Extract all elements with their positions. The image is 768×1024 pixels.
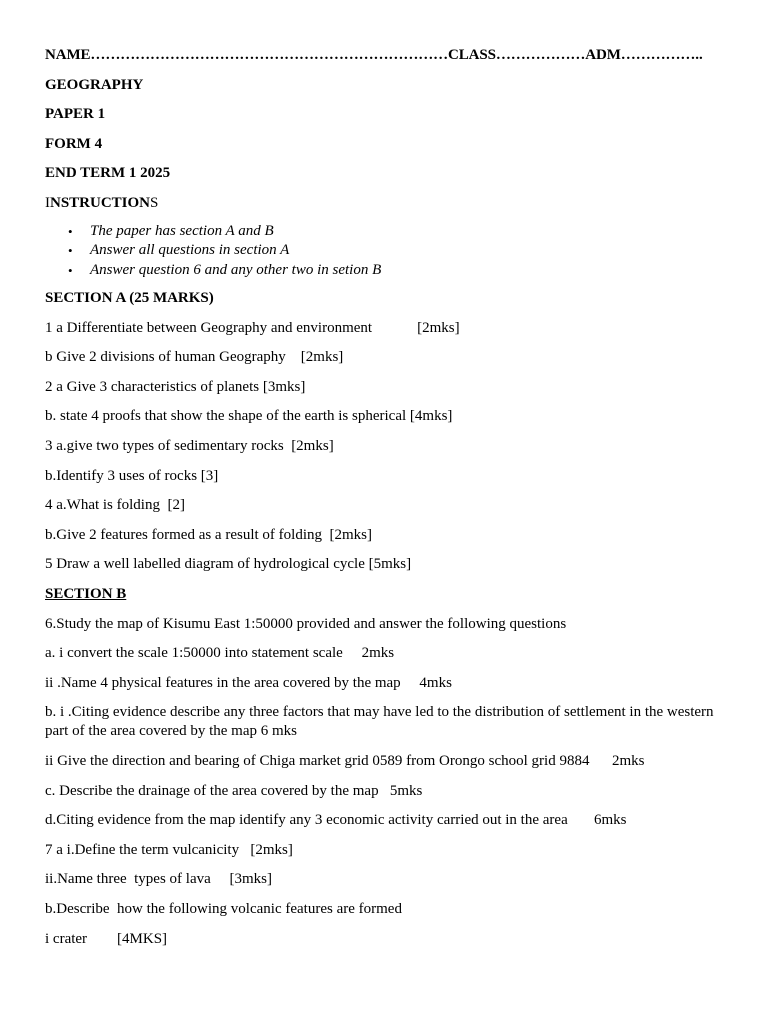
question-line: b.Identify 3 uses of rocks [3]: [45, 467, 219, 484]
question-line: 7 a i.Define the term vulcanicity [2mks]: [45, 841, 293, 858]
exam-page: [45, 46, 735, 959]
question-line: b.Describe how the following volcanic features are formed: [45, 900, 402, 917]
question-line: ii.Name three types of lava [3mks]: [45, 871, 273, 888]
form-title: FORM 4: [45, 135, 103, 152]
question-line: 5 Draw a well labelled diagram of hydrological cycle [5mks]: [45, 556, 412, 573]
name-class-adm-line: NAME………………………………………………………………CLASS………………ADM……………..: [45, 47, 703, 63]
instructions-heading-first: I: [45, 194, 50, 211]
instruction-text: The paper has section A and B: [90, 222, 274, 239]
question-line: 6.Study the map of Kisumu East 1:50000 provided and answer the following questions: [45, 615, 567, 632]
term-title: END TERM 1 2025: [45, 165, 171, 182]
instructions-list: [45, 222, 735, 281]
question-line: 2 a Give 3 characteristics of planets [3mks]: [45, 378, 306, 395]
question-line: 4 a.What is folding [2]: [45, 497, 185, 514]
section-a-title: SECTION A (25 MARKS): [45, 290, 214, 307]
question-line: b Give 2 divisions of human Geography [2mks]: [45, 349, 344, 366]
section-b-title: SECTION B: [45, 586, 127, 602]
question-line: a. i convert the scale 1:50000 into statement scale 2mks: [45, 645, 395, 662]
question-line: 3 a.give two types of sedimentary rocks [2mks]: [45, 438, 334, 455]
instructions-heading-mid: NSTRUCTION: [50, 194, 151, 211]
bullet-icon: •: [68, 223, 73, 239]
bullet-icon: •: [68, 243, 73, 259]
question-line: i crater [4MKS]: [45, 930, 168, 947]
question-line: 1 a Differentiate between Geography and environment [2mks]: [45, 319, 460, 336]
question-line: c. Describe the drainage of the area covered by the map 5mks: [45, 782, 423, 799]
instructions-heading: [45, 194, 735, 213]
question-line: b. i .Citing evidence describe any three factors that may have led to the distribution of settlement in the western part of the area covered by the map 6 mks: [45, 704, 714, 740]
paper-title: PAPER 1: [45, 106, 106, 123]
instructions-heading-last: S: [150, 194, 159, 211]
instruction-item: [45, 241, 735, 261]
question-line: d.Citing evidence from the map identify any 3 economic activity carried out in the area 6mks: [45, 812, 627, 829]
question-line: b.Give 2 features formed as a result of folding [2mks]: [45, 526, 372, 543]
instruction-item: [45, 261, 735, 281]
question-line: b. state 4 proofs that show the shape of the earth is spherical [4mks]: [45, 408, 453, 425]
question-line: ii Give the direction and bearing of Chiga market grid 0589 from Orongo school grid 9884 2mks: [45, 752, 645, 769]
question-line: ii .Name 4 physical features in the area covered by the map 4mks: [45, 674, 452, 691]
instruction-item: [45, 222, 735, 242]
instruction-text: Answer all questions in section A: [90, 242, 290, 259]
instruction-text: Answer question 6 and any other two in setion B: [90, 261, 382, 278]
subject-title: GEOGRAPHY: [45, 76, 144, 93]
bullet-icon: •: [68, 262, 73, 278]
